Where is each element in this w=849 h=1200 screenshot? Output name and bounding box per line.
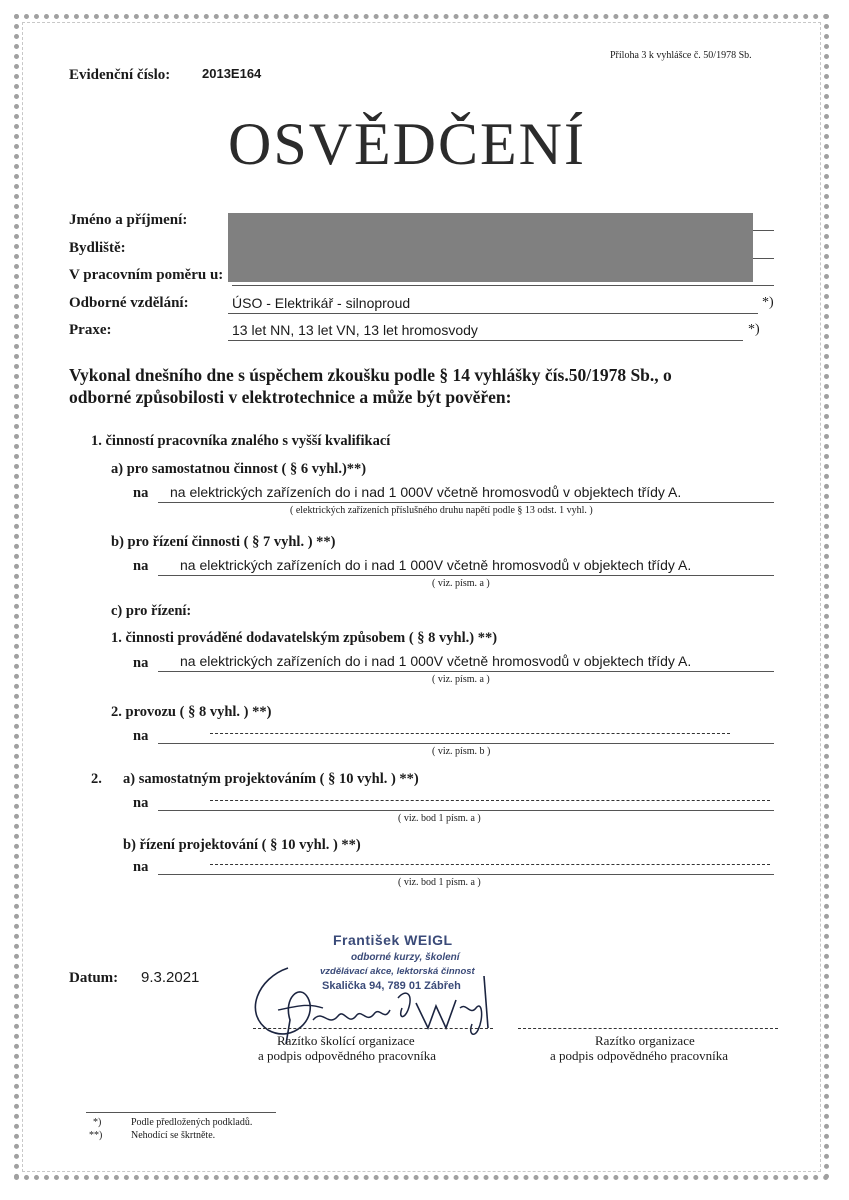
section1a-label: a) pro samostatnou činnost ( § 6 vyhl.)**)	[111, 461, 367, 477]
education-footnote-mark: *)	[762, 295, 774, 310]
section2a-underline	[158, 810, 774, 811]
footnote-2-text: Nehodící se škrtněte.	[131, 1130, 216, 1141]
practice-underline	[228, 340, 743, 341]
practice-footnote-mark: *)	[748, 322, 760, 337]
section1c1-na: na	[133, 655, 149, 671]
education-underline	[228, 313, 758, 314]
section1b-underline	[158, 575, 774, 576]
redaction-box	[228, 213, 753, 282]
section1b-note: ( viz. písm. a )	[432, 578, 490, 589]
section1c2-underline	[158, 743, 774, 744]
section2a-label: a) samostatným projektováním ( § 10 vyhl. ) **)	[123, 771, 419, 787]
left-signature-caption-1: Razítko školící organizace	[277, 1033, 415, 1048]
stamp-line-3: Skalička 94, 789 01 Zábřeh	[322, 980, 461, 992]
section2b-underline	[158, 874, 774, 875]
section1c2-dashes	[210, 733, 730, 734]
footnote-2-mark: **)	[89, 1130, 103, 1141]
section1a-na: na	[133, 485, 149, 501]
date-label: Datum:	[69, 970, 119, 986]
section2b-dashes	[210, 864, 770, 865]
practice-label: Praxe:	[69, 322, 112, 338]
left-signature-line	[253, 1028, 493, 1029]
section1b-label: b) pro řízení činnosti ( § 7 vyhl. ) **)	[111, 534, 336, 550]
right-signature-caption-2: a podpis odpovědného pracovníka	[550, 1048, 728, 1063]
section2b-label: b) řízení projektování ( § 10 vyhl. ) **)	[123, 837, 361, 853]
section1c2-na: na	[133, 728, 149, 744]
education-value: ÚSO - Elektrikář - silnoproud	[232, 295, 411, 311]
address-label: Bydliště:	[69, 240, 126, 256]
section2a-na: na	[133, 795, 149, 811]
section1c2-label: 2. provozu ( § 8 vyhl. ) **)	[111, 704, 272, 720]
stamp-line-1: odborné kurzy, školení	[351, 952, 460, 963]
left-signature-caption-2: a podpis odpovědného pracovníka	[258, 1048, 436, 1063]
evidence-number: 2013E164	[202, 66, 262, 81]
section1-heading: 1. činností pracovníka znalého s vyšší kvalifikací	[91, 433, 391, 449]
stamp-line-2: vzdělávací akce, lektorská činnost	[320, 966, 475, 977]
stamp-name: František WEIGL	[333, 932, 453, 948]
section1b-value: na elektrických zařízeních do i nad 1 000V včetně hromosvodů v objektech třídy A.	[180, 557, 692, 573]
section1c1-value: na elektrických zařízeních do i nad 1 000V včetně hromosvodů v objektech třídy A.	[180, 653, 692, 669]
annex-reference: Příloha 3 k vyhlášce č. 50/1978 Sb.	[610, 50, 752, 61]
date-value: 9.3.2021	[141, 969, 200, 986]
employment-underline	[232, 285, 774, 286]
footnote-1-mark: *)	[93, 1117, 102, 1128]
statement-line-1: Vykonal dnešního dne s úspěchem zkoušku podle § 14 vyhlášky čís.50/1978 Sb., o	[69, 365, 672, 385]
section2b-na: na	[133, 859, 149, 875]
section2-number: 2.	[91, 771, 102, 787]
right-signature-line	[518, 1028, 778, 1029]
section2b-note: ( viz. bod 1 písm. a )	[398, 877, 481, 888]
statement-line-2: odborné způsobilosti v elektrotechnice a může být pověřen:	[69, 387, 512, 407]
section1c2-note: ( viz. písm. b )	[432, 746, 491, 757]
right-signature-caption-1: Razítko organizace	[595, 1033, 695, 1048]
name-label: Jméno a příjmení:	[69, 212, 188, 228]
education-label: Odborné vzdělání:	[69, 295, 189, 311]
section1a-underline	[158, 502, 774, 503]
footnote-1-text: Podle předložených podkladů.	[131, 1117, 253, 1128]
certificate-title: OSVĚDČENÍ	[228, 111, 586, 177]
section1c1-underline	[158, 671, 774, 672]
section1c1-note: ( viz. písm. a )	[432, 674, 490, 685]
evidence-label: Evidenční číslo:	[69, 67, 171, 83]
section2a-note: ( viz. bod 1 písm. a )	[398, 813, 481, 824]
section1c1-label: 1. činnosti prováděné dodavatelským způsobem ( § 8 vyhl.) **)	[111, 630, 498, 646]
section1a-note: ( elektrických zařízeních příslušného druhu napětí podle § 13 odst. 1 vyhl. )	[290, 505, 593, 516]
employment-label: V pracovním poměru u:	[69, 267, 224, 283]
footnote-separator	[86, 1112, 276, 1113]
section1b-na: na	[133, 558, 149, 574]
section1a-value: na elektrických zařízeních do i nad 1 000V včetně hromosvodů v objektech třídy A.	[170, 484, 682, 500]
section1c-label: c) pro řízení:	[111, 603, 192, 619]
section2a-dashes	[210, 800, 770, 801]
practice-value: 13 let NN, 13 let VN, 13 let hromosvody	[232, 322, 478, 338]
